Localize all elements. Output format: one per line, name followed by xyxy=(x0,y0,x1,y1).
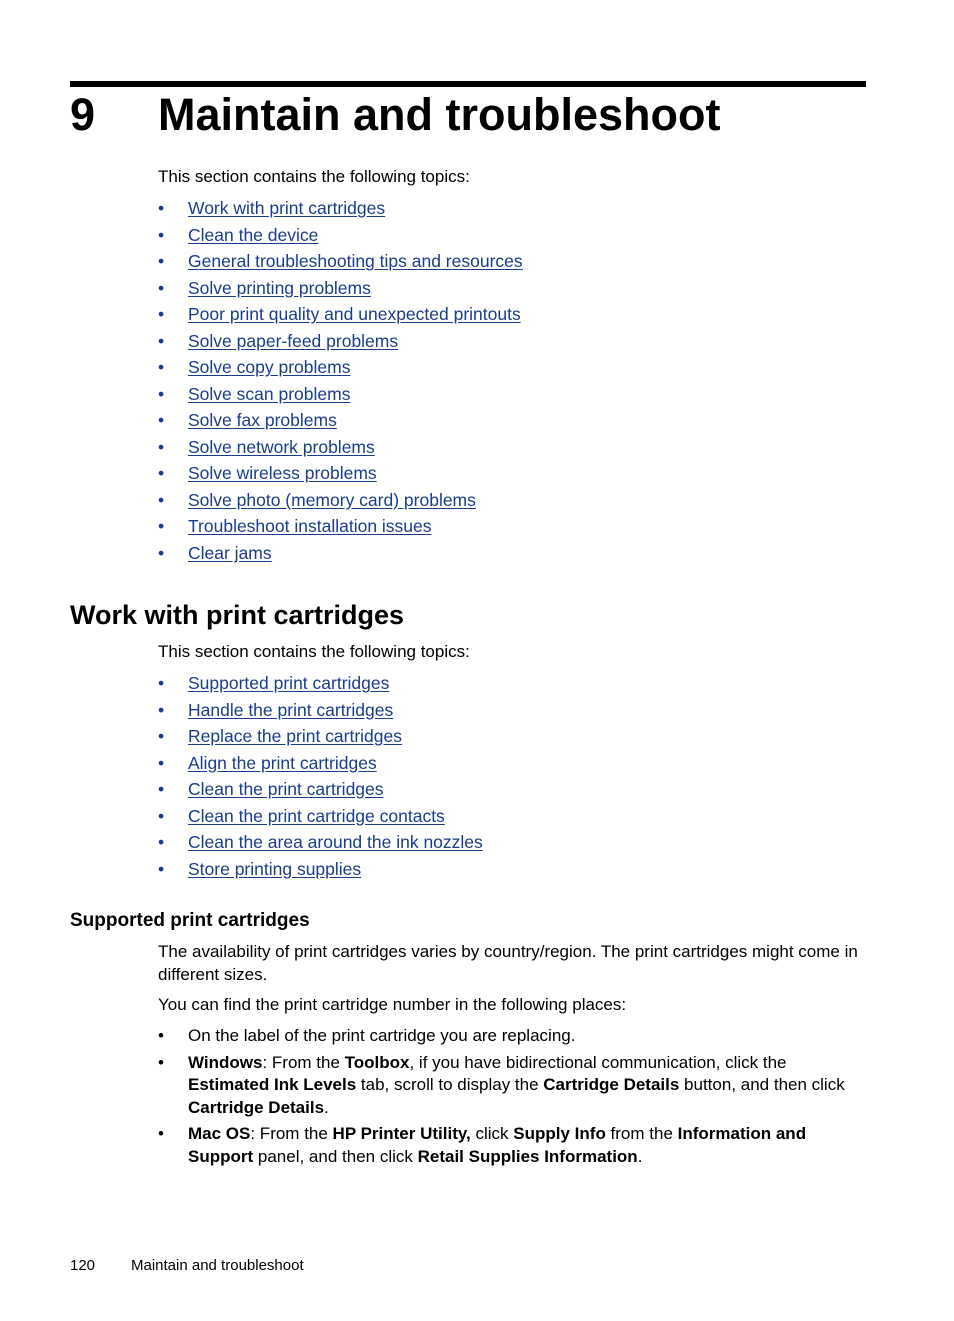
text-run: from the xyxy=(605,1124,678,1143)
chapter-topic-list xyxy=(158,195,858,566)
text-run: tab, scroll to display the xyxy=(356,1075,544,1094)
bullet-marker: • xyxy=(158,542,165,563)
topic-list-item xyxy=(158,407,858,434)
bullet-marker: • xyxy=(158,1124,164,1143)
topic-list-item xyxy=(158,776,858,803)
bullet-marker: • xyxy=(158,251,165,271)
topic-list-item xyxy=(158,248,858,275)
bold-term: Estimated Ink Levels xyxy=(188,1075,357,1094)
topic-link[interactable]: Solve photo (memory card) problems xyxy=(188,489,476,510)
bullet-marker: • xyxy=(158,489,165,510)
bullet-marker: • xyxy=(158,1052,164,1072)
topic-list-item xyxy=(158,222,858,249)
bullet-marker: • xyxy=(158,436,165,457)
bullet-marker: • xyxy=(158,410,165,430)
topic-link[interactable]: Solve scan problems xyxy=(188,383,351,404)
topic-list-item xyxy=(158,829,858,856)
topic-list-item xyxy=(158,381,858,408)
bold-term: Cartridge Details xyxy=(188,1097,325,1117)
bullet-marker: • xyxy=(158,463,165,483)
chapter-rule xyxy=(70,81,866,87)
bold-term: Supply Info xyxy=(513,1124,606,1143)
topic-list-item xyxy=(158,803,858,830)
topic-link[interactable]: Poor print quality and unexpected printouts xyxy=(188,304,521,324)
chapter-heading xyxy=(70,88,720,142)
topic-link[interactable]: Store printing supplies xyxy=(188,858,362,879)
page-number: 120 xyxy=(70,1257,96,1274)
topic-list-item xyxy=(158,195,858,222)
section-heading: Work with print cartridges xyxy=(70,600,405,630)
topic-list-item xyxy=(158,670,858,697)
chapter-intro: This section contains the following topics: xyxy=(158,167,470,186)
topic-list-item xyxy=(158,540,858,567)
topic-link[interactable]: Clean the area around the ink nozzles xyxy=(188,832,483,852)
page-footer xyxy=(70,1256,304,1276)
topic-list-item xyxy=(158,460,858,487)
cartridge-number-locations-list xyxy=(158,1025,863,1172)
text-run: button, and then click xyxy=(679,1075,845,1094)
chapter-number: 9 xyxy=(70,89,96,140)
bold-term: Windows xyxy=(188,1052,263,1072)
chapter-title: Maintain and troubleshoot xyxy=(158,89,721,140)
topic-link[interactable]: Work with print cartridges xyxy=(188,198,386,218)
bullet-marker: • xyxy=(158,224,165,245)
topic-link[interactable]: Solve printing problems xyxy=(188,277,371,298)
topic-link[interactable]: Solve fax problems xyxy=(188,410,337,430)
bullet-marker: • xyxy=(158,383,165,404)
topic-link[interactable]: Clean the print cartridge contacts xyxy=(188,805,445,826)
bullet-marker: • xyxy=(158,726,165,746)
bullet-marker: • xyxy=(158,752,165,773)
subsection-heading: Supported print cartridges xyxy=(70,910,310,931)
text-run: : From the xyxy=(250,1124,333,1143)
text-run: . xyxy=(324,1097,329,1117)
bullet-marker: • xyxy=(158,699,165,720)
availability-paragraph: The availability of print cartridges varies by country/region. The print cartridges might come in different sizes. xyxy=(158,942,858,984)
text-run: On the label of the print cartridge you are replacing. xyxy=(188,1026,576,1045)
topic-link[interactable]: Solve copy problems xyxy=(188,357,351,377)
topic-link[interactable]: Replace the print cartridges xyxy=(188,726,402,746)
bold-term: Mac OS xyxy=(188,1124,251,1143)
topic-list-item xyxy=(158,301,858,328)
topic-link[interactable]: Align the print cartridges xyxy=(188,752,377,773)
text-run: click xyxy=(470,1124,514,1143)
topic-link[interactable]: Handle the print cartridges xyxy=(188,699,394,720)
bullet-marker: • xyxy=(158,832,165,852)
location-item xyxy=(158,1052,863,1120)
bold-term: Cartridge Details xyxy=(543,1075,680,1094)
bullet-marker: • xyxy=(158,858,165,879)
section-topic-list xyxy=(158,670,858,882)
bullet-marker: • xyxy=(158,198,165,218)
topic-link[interactable]: General troubleshooting tips and resources xyxy=(188,251,523,271)
bold-term: Retail Supplies Information xyxy=(417,1146,638,1166)
bullet-marker: • xyxy=(158,673,165,693)
bullet-marker: • xyxy=(158,516,165,536)
bullet-marker: • xyxy=(158,805,165,826)
bullet-marker: • xyxy=(158,357,165,377)
topic-link[interactable]: Solve paper-feed problems xyxy=(188,330,399,351)
topic-list-item xyxy=(158,434,858,461)
bold-term: Information and Support xyxy=(188,1124,807,1166)
section-intro: This section contains the following topics: xyxy=(158,642,470,661)
text-run: : From the xyxy=(262,1052,345,1072)
bullet-marker: • xyxy=(158,1026,164,1045)
bullet-marker: • xyxy=(158,277,165,298)
topic-link[interactable]: Solve wireless problems xyxy=(188,463,377,483)
bullet-marker: • xyxy=(158,779,165,799)
location-item xyxy=(158,1123,863,1168)
topic-link[interactable]: Clean the device xyxy=(188,224,319,245)
topic-link[interactable]: Supported print cartridges xyxy=(188,673,390,693)
topic-list-item xyxy=(158,354,858,381)
topic-list-item xyxy=(158,328,858,355)
text-run: , if you have bidirectional communication, click the xyxy=(409,1052,787,1072)
topic-list-item xyxy=(158,513,858,540)
topic-list-item xyxy=(158,750,858,777)
bold-term: Toolbox xyxy=(344,1052,410,1072)
topic-list-item xyxy=(158,723,858,750)
topic-link[interactable]: Clear jams xyxy=(188,542,272,563)
topic-list-item xyxy=(158,856,858,883)
footer-chapter-title: Maintain and troubleshoot xyxy=(131,1257,304,1274)
topic-list-item xyxy=(158,697,858,724)
text-run: . xyxy=(637,1146,643,1166)
topic-list-item xyxy=(158,487,858,514)
locations-intro-paragraph: You can find the print cartridge number in the following places: xyxy=(158,995,627,1014)
location-item xyxy=(158,1025,863,1048)
bold-term: HP Printer Utility, xyxy=(332,1124,471,1143)
topic-list-item xyxy=(158,275,858,302)
text-run: panel, and then click xyxy=(253,1146,418,1166)
topic-link[interactable]: Troubleshoot installation issues xyxy=(188,516,432,536)
topic-link[interactable]: Clean the print cartridges xyxy=(188,779,384,799)
topic-link[interactable]: Solve network problems xyxy=(188,436,375,457)
bullet-marker: • xyxy=(158,304,165,324)
bullet-marker: • xyxy=(158,330,165,351)
